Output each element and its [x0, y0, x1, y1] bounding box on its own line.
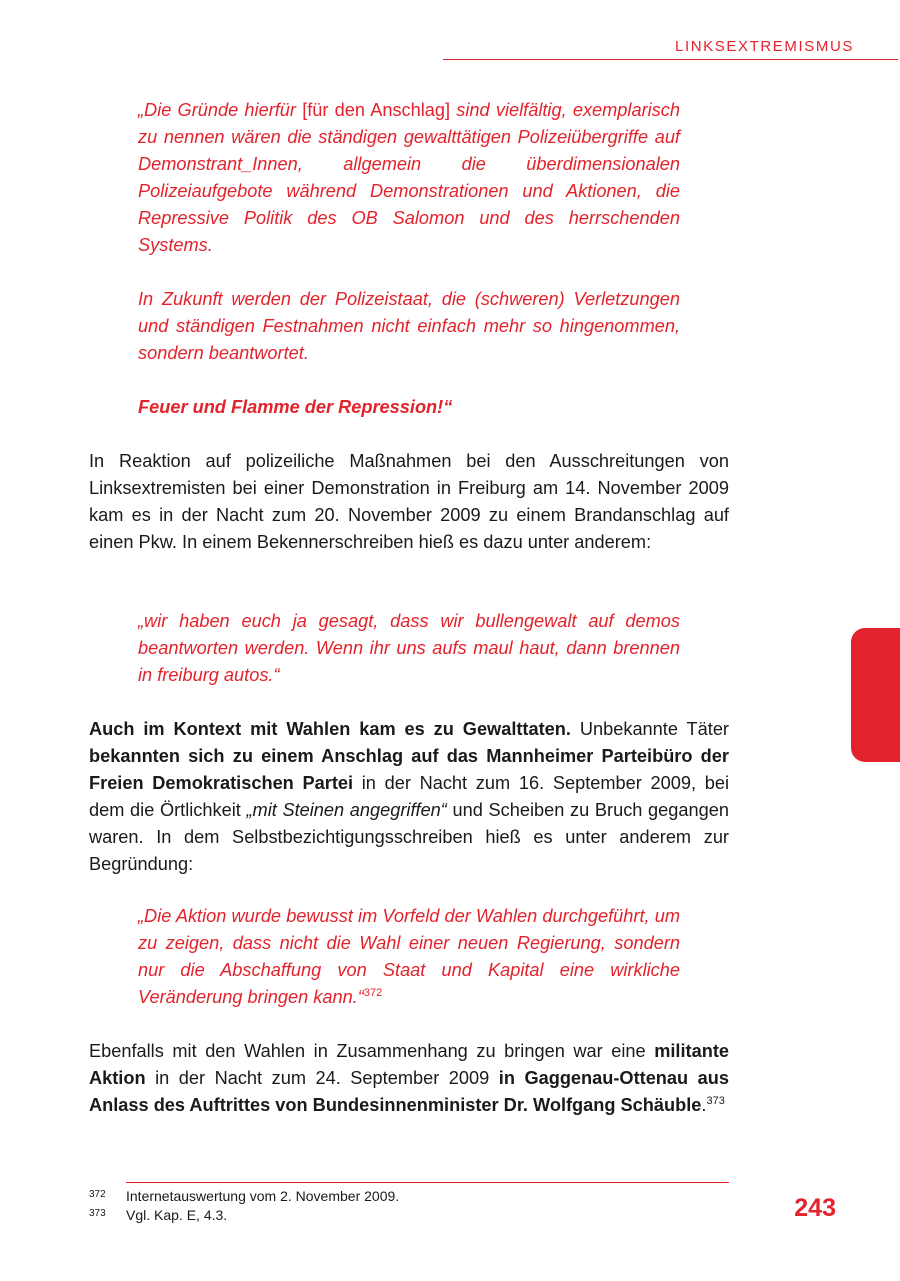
para-2-bold-1: Auch im Kontext mit Wahlen kam es zu Gewalttaten.: [89, 719, 571, 739]
para-2-italic-quote: „mit Steinen angegriffen“: [246, 800, 447, 820]
footnote-ref-372[interactable]: 372: [363, 987, 383, 999]
quote-1-text-b: sind vielfältig, exemplarisch zu nennen wären die ständigen gewalttätigen Polizeiübergriffe auf Demonstrant_Innen, allgemein die überdimensionalen Polizeiaufgebote während Demonstrationen und Aktionen, die Repressive Politik des OB Salomon und des herrschenden Systems.: [138, 100, 680, 255]
quote-3: [138, 903, 680, 1011]
footnote-rule: [126, 1182, 729, 1183]
footnote-text: Internetauswertung vom 2. November 2009.: [126, 1188, 400, 1204]
quote-1-paragraph-2: In Zukunft werden der Polizeistaat, die (schweren) Verletzungen und ständigen Festnahmen nicht einfach mehr so hingenommen, sondern beantwortet.: [138, 289, 680, 363]
para-3-bold-1: militante Aktion: [89, 1041, 729, 1088]
footnote-372: [89, 1186, 399, 1205]
body-paragraph-2: [89, 716, 729, 878]
footnote-373: [89, 1205, 227, 1224]
page-number: 243: [794, 1194, 836, 1222]
running-header: LINKSEXTREMISMUS: [675, 38, 854, 55]
footnote-text: Vgl. Kap. E, 4.3.: [126, 1207, 228, 1223]
quote-1-slogan: Feuer und Flamme der Repression!“: [138, 397, 453, 417]
para-3-text-3: .: [701, 1095, 707, 1115]
footnote-ref-373[interactable]: 373: [706, 1095, 725, 1107]
quote-3-text: „Die Aktion wurde bewusst im Vorfeld der Wahlen durchgeführt, um zu zeigen, dass nicht die Wahl einer neuen Regierung, sondern nur die Abschaffung von Staat und Kapital eine wirkliche Veränderung bringen kann.“: [138, 906, 680, 1007]
footnote-number: 373: [89, 1208, 106, 1219]
para-3-bold-2: in Gaggenau-Ottenau aus Anlass des Auftrittes von Bundesinnenminister Dr. Wolfgang Schäuble: [89, 1068, 729, 1115]
quote-1-paragraph-1: [138, 97, 680, 259]
para-2-bold-2: bekannten sich zu einem Anschlag auf das Mannheimer Parteibüro der Freien Demokratischen Partei: [89, 746, 729, 793]
body-paragraph-3: [89, 1038, 729, 1119]
para-2-text-1: Unbekannte Täter: [570, 719, 729, 739]
header-rule: [443, 59, 898, 60]
para-3-text-2: in der Nacht zum 24. September 2009: [145, 1068, 499, 1088]
body-paragraph-1: In Reaktion auf polizeiliche Maßnahmen bei den Ausschreitungen von Linksextremisten bei einer Demonstration in Freiburg am 14. November 2009 kam es in der Nacht zum 20. November 2009 zu einem Brandanschlag auf einen Pkw. In einem Bekennerschreiben hieß es dazu unter anderem:: [89, 451, 729, 552]
footnote-number: 372: [89, 1189, 106, 1200]
quote-1-text-a: „Die Gründe hierfür: [138, 100, 303, 120]
para-2-text-3: und Scheiben zu Bruch gegangen waren. In dem Selbstbezichtigungsschreiben hieß es unter anderem zur Begründung:: [89, 800, 729, 874]
quote-1-insertion: [für den Anschlag]: [302, 100, 451, 120]
para-3-text-1: Ebenfalls mit den Wahlen in Zusammenhang zu bringen war eine: [89, 1041, 655, 1061]
chapter-tab-marker: [851, 628, 900, 762]
quote-2: „wir haben euch ja gesagt, dass wir bullengewalt auf demos beantworten werden. Wenn ihr uns aufs maul haut, dann brennen in freiburg autos.“: [138, 611, 680, 685]
para-2-text-2: in der Nacht zum 16. September 2009, bei dem die Örtlichkeit: [89, 773, 729, 820]
